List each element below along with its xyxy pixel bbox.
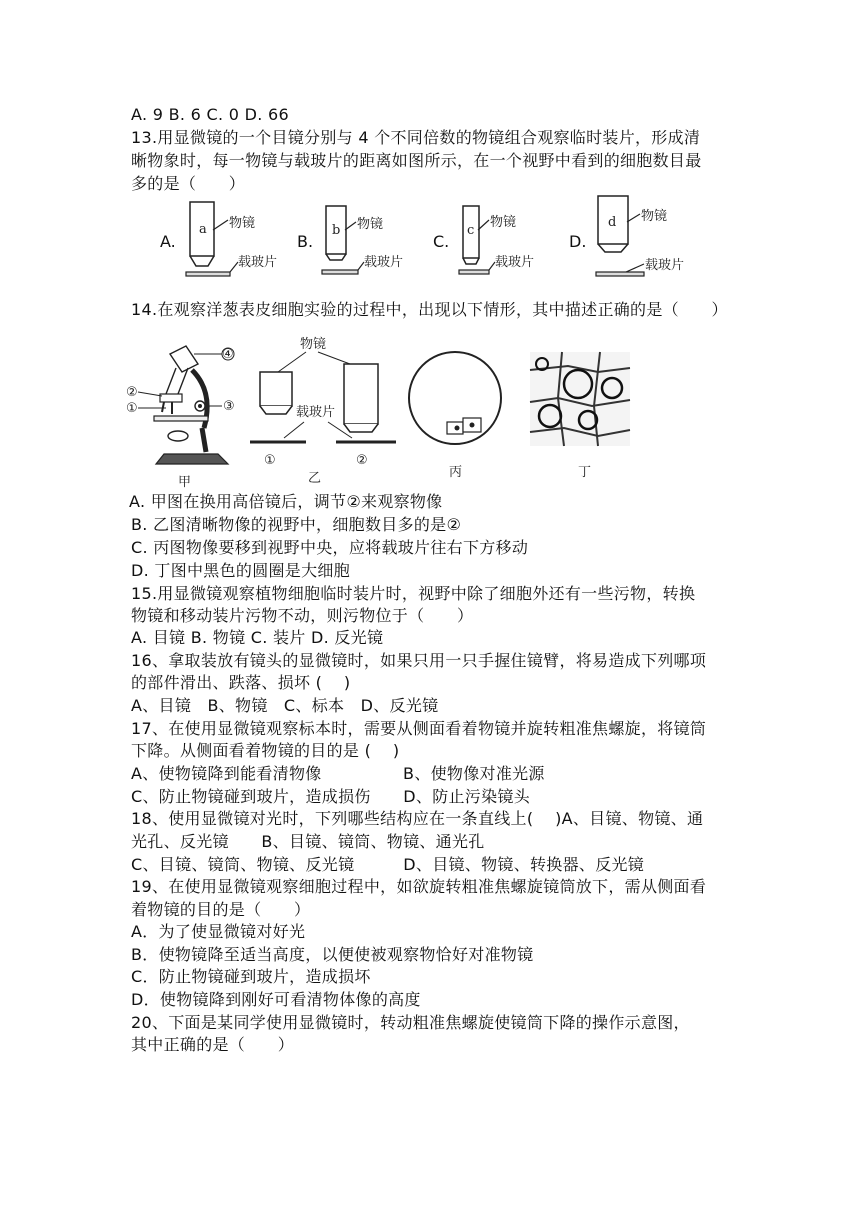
q13-stem-line2: 晰物象时，每一物镜与载玻片的距离如图所示，在一个视野中看到的细胞数目最: [131, 151, 702, 170]
caption-ding: 丁: [578, 465, 592, 480]
q16-options: A、目镜 B、物镜 C、标本 D、反光镜: [131, 696, 439, 715]
objective-label-a: 物镜: [229, 216, 256, 231]
q13-figure-b: [318, 200, 418, 280]
objective-letter-d: d: [608, 215, 617, 230]
q14-option-b: B. 乙图清晰物像的视野中，细胞数目多的是②: [131, 515, 462, 534]
q17-stem-line1: 17、在使用显微镜观察标本时，需要从侧面看着物镜并旋转粗准焦螺旋，将镜筒: [131, 719, 707, 738]
objective-label-c: 物镜: [490, 215, 517, 230]
q19-stem-line1: 19、在使用显微镜观察细胞过程中，如欲旋转粗准焦螺旋镜筒放下，需从侧面看: [131, 877, 707, 896]
yi-mark-1: ①: [264, 453, 276, 468]
marker-2: ②: [126, 385, 138, 400]
q13-option-b-label: B.: [297, 232, 314, 251]
q13-option-a-label: A.: [160, 232, 176, 251]
q14-figure-bing-view: [405, 350, 509, 492]
q14-stem: 14.在观察洋葱表皮细胞实验的过程中，出现以下情形，其中描述正确的是（ ）: [131, 300, 728, 319]
q18-stem-line1: 18、使用显微镜对光时，下列哪些结构应在一条直线上( )A、目镜、物镜、通: [131, 809, 704, 828]
objective-letter-a: a: [199, 222, 207, 237]
objective-letter-b: b: [332, 223, 341, 238]
objective-label-d: 物镜: [641, 209, 668, 224]
q13-figure-a: [182, 200, 282, 280]
q15-stem-line1: 15.用显微镜观察植物细胞临时装片时，视野中除了细胞外还有一些污物，转换: [131, 584, 696, 603]
slide-label-b: 载玻片: [364, 255, 404, 270]
slide-label-a: 载玻片: [238, 255, 278, 270]
yi-objective-label: 物镜: [300, 337, 327, 352]
q14-option-a: A. 甲图在换用高倍镜后，调节②来观察物像: [129, 492, 443, 511]
q14-option-c: C. 丙图物像要移到视野中央，应将载玻片往右下方移动: [131, 538, 529, 557]
q14-figure-yi-objectives: [248, 334, 398, 492]
q18-options-cd: C、目镜、镜筒、物镜、反光镜 D、目镜、物镜、转换器、反光镜: [131, 855, 645, 874]
q13-figure-d: [592, 192, 702, 282]
q14-option-d: D. 丁图中黑色的圆圈是大细胞: [131, 561, 350, 580]
objective-label-b: 物镜: [357, 217, 384, 232]
marker-4: ④: [222, 347, 234, 362]
q13-figure-c: [455, 200, 555, 280]
marker-1: ①: [126, 401, 138, 416]
q14-figure-jia-microscope: [126, 342, 246, 490]
q13-stem-line1: 13.用显微镜的一个目镜分别与 4 个不同倍数的物镜组合观察临时装片，形成清: [131, 128, 701, 147]
objective-letter-c: c: [467, 223, 475, 238]
q13-option-c-label: C.: [433, 232, 450, 251]
q20-stem-line1: 20、下面是某同学使用显微镜时，转动粗准焦螺旋使镜筒下降的操作示意图，: [131, 1013, 690, 1032]
q12-options: A. 9 B. 6 C. 0 D. 66: [131, 105, 289, 124]
q13-option-d-label: D.: [569, 232, 587, 251]
q19-option-a: A．为了使显微镜对好光: [131, 922, 306, 941]
q20-stem-line2: 其中正确的是（ ）: [131, 1035, 295, 1054]
q19-option-c: C．防止物镜碰到玻片，造成损坏: [131, 967, 371, 986]
q19-option-d: D．使物镜降到刚好可看清物体像的高度: [131, 990, 421, 1009]
caption-yi: 乙: [308, 471, 322, 486]
q17-options-cd: C、防止物镜碰到玻片，造成损伤 D、防止污染镜头: [131, 787, 530, 806]
q13-stem-line3: 多的是（ ）: [131, 174, 246, 193]
q19-option-b: B．使物镜降至适当高度，以便使被观察物恰好对准物镜: [131, 945, 534, 964]
q19-stem-line2: 着物镜的目的是（ ）: [131, 900, 311, 919]
q17-stem-line2: 下降。从侧面看着物镜的目的是 ( ): [131, 741, 400, 760]
yi-slide-label: 载玻片: [296, 405, 336, 420]
q15-stem-line2: 物镜和移动装片污物不动，则污物位于（ ）: [131, 606, 474, 625]
q16-stem-line2: 的部件滑出、跌落、损坏 ( ): [131, 673, 351, 692]
slide-label-c: 载玻片: [495, 255, 535, 270]
q18-stem-line2: 光孔、反光镜 B、目镜、镜筒、物镜、通光孔: [131, 832, 485, 851]
caption-jia: 甲: [178, 475, 192, 490]
slide-label-d: 载玻片: [645, 258, 685, 273]
q15-options: A. 目镜 B. 物镜 C. 装片 D. 反光镜: [131, 628, 384, 647]
q17-options-ab: A、使物镜降到能看清物像 B、使物像对准光源: [131, 764, 545, 783]
marker-3: ③: [223, 399, 235, 414]
q16-stem-line1: 16、拿取装放有镜头的显微镜时，如果只用一只手握住镜臂，将易造成下列哪项: [131, 651, 707, 670]
caption-bing: 丙: [449, 465, 463, 480]
yi-mark-2: ②: [356, 453, 368, 468]
q14-figure-ding-cells: [528, 350, 638, 492]
